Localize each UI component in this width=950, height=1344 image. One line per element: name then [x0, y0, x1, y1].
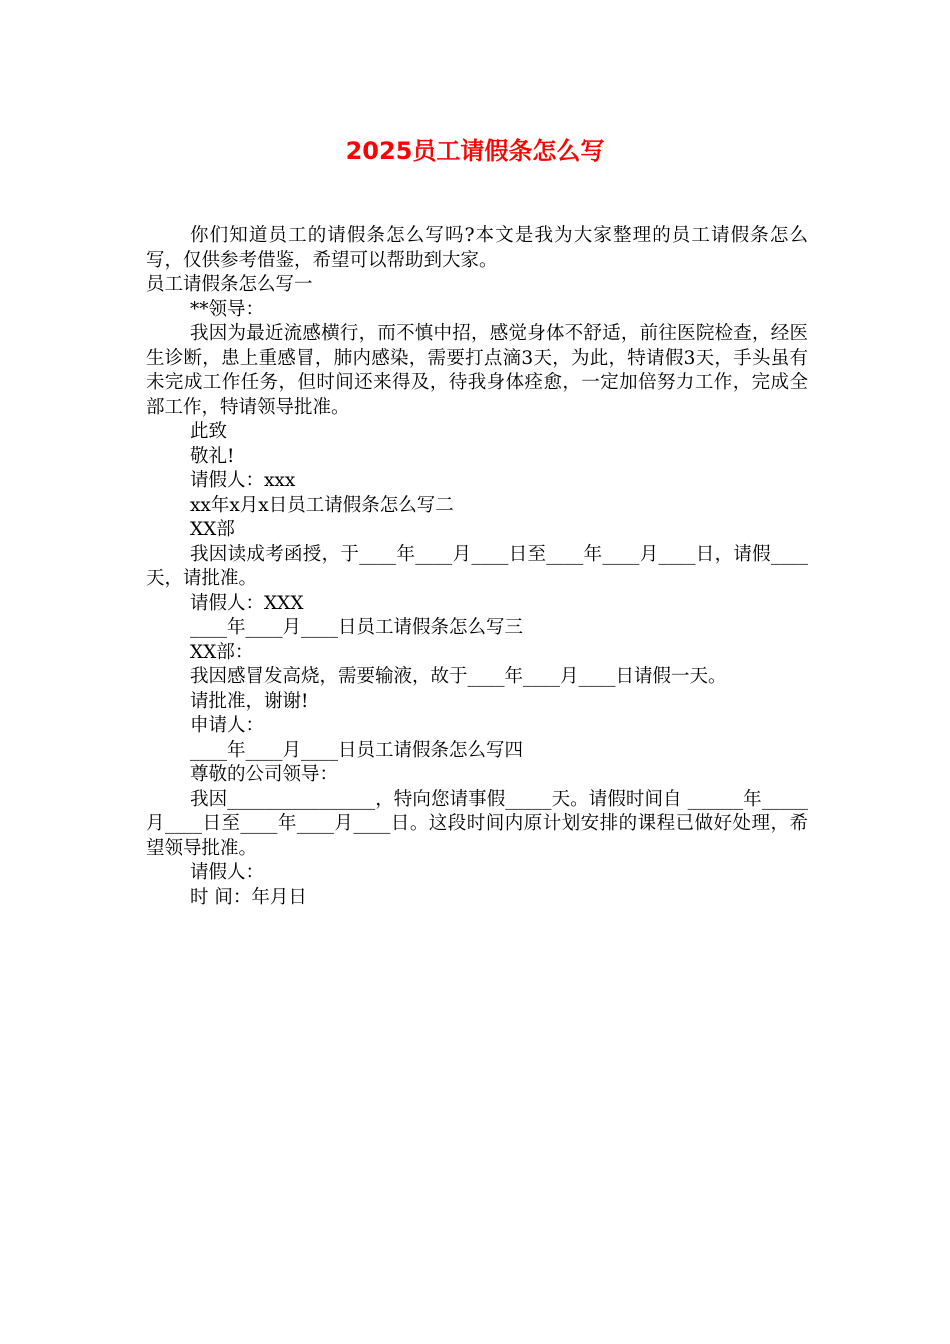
intro-paragraph: 你们知道员工的请假条怎么写吗?本文是我为大家整理的员工请假条怎么写，仅供参考借鉴，希望可以帮助到大家。 — [146, 225, 808, 271]
document-title: 2025员工请假条怎么写 — [345, 137, 605, 165]
document-body — [146, 224, 808, 910]
department-line: XX部 — [190, 519, 235, 540]
signature-line: 申请人： — [190, 715, 265, 736]
date-and-heading-four: ____年____月____日员工请假条怎么写四 — [190, 739, 524, 761]
letter-body: 我因________________，特向您请事假_____天。请假时间自 ______年_____月____日至____年____月____日。这段时间内原计划安排的课程已做好处理，希望领导批准。 — [146, 788, 808, 859]
letter-body: 我因感冒发高烧，需要输液，故于____年____月____日请假一天。 — [190, 666, 727, 687]
closing-line: 请批准，谢谢! — [190, 690, 309, 712]
signature-line: 请假人：XXX — [190, 592, 304, 614]
salutation: **领导： — [190, 298, 265, 320]
closing-greeting: 敬礼! — [190, 445, 235, 467]
letter-body: 我因读成考函授，于____年____月____日至____年____月____日，请假____天，请批准。 — [146, 543, 808, 589]
salutation: 尊敬的公司领导： — [190, 764, 339, 785]
department-line: XX部： — [190, 641, 254, 663]
closing-line: 此致 — [190, 421, 228, 442]
signature-line: 请假人：xxx — [190, 470, 296, 491]
date-line: 时 间：年月日 — [190, 886, 307, 908]
letter-body: 我因为最近流感横行，而不慎中招，感觉身体不舒适，前往医院检查，经医生诊断，患上重感冒，肺内感染，需要打点滴3天，为此，特请假3天，手头虽有未完成工作任务，但时间还来得及，待我身体痊愈，一定加倍努力工作，完成全部工作，特请领导批准。 — [146, 323, 808, 418]
date-and-heading-two: xx年x月x日员工请假条怎么写二 — [190, 494, 454, 516]
section-heading-one: 员工请假条怎么写一 — [146, 274, 313, 295]
date-and-heading-three: ____年____月____日员工请假条怎么写三 — [190, 617, 524, 638]
signature-line: 请假人： — [190, 862, 265, 883]
